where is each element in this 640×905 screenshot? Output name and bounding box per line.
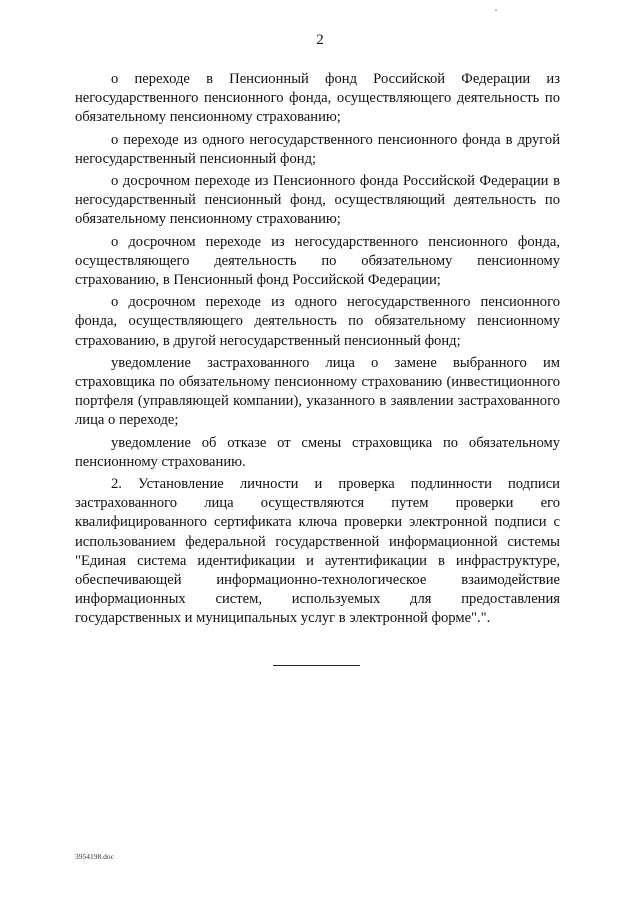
paragraph-6: уведомление застрахованного лица о замене выбранного им страховщика по обязательному пенсионному страхованию (инвестиционного портфеля (управляющей компании), указанного в заявлении застрахованного лица о переходе; [75,354,560,429]
end-of-text-rule [273,665,360,666]
paragraph-4: о досрочном переходе из негосударственного пенсионного фонда, осуществляющего деятельность по обязательному пенсионному страхованию, в Пенсионный фонд Российской Федерации; [75,233,560,289]
document-body [75,70,560,632]
paragraph-7: уведомление об отказе от смены страховщика по обязательному пенсионному страхованию. [75,434,560,470]
paragraph-5: о досрочном переходе из одного негосударственного пенсионного фонда, осуществляющего деятельность по обязательному пенсионному страхованию, в другой негосударственный пенсионный фонд; [75,294,560,349]
paragraph-1: о переходе в Пенсионный фонд Российской Федерации из негосударственного пенсионного фонда, осуществляющего деятельность по обязательному пенсионному страхованию; [75,71,560,126]
scan-mark [495,9,497,11]
footer-file-code: 3954198.doc [75,852,114,861]
paragraph-8: 2. Установление личности и проверка подлинности подписи застрахованного лица осуществляются путем проверки его квалифицированного сертификата ключа проверки электронной подписи с использованием федеральной государственной информационной системы "Единая система идентификации и аутентификации в инфраструктуре, обеспечивающей информационно-технологическое взаимодействие информационных систем, используемых для предоставления государственных и муниципальных услуг в электронной форме".". [75,476,560,627]
page-number: 2 [316,32,324,48]
paragraph-2: о переходе из одного негосударственного пенсионного фонда в другой негосударственный пенсионный фонд; [75,131,560,167]
paragraph-3: о досрочном переходе из Пенсионного фонда Российской Федерации в негосударственный пенсионный фонд, осуществляющий деятельность по обязательному пенсионному страхованию; [75,173,560,228]
